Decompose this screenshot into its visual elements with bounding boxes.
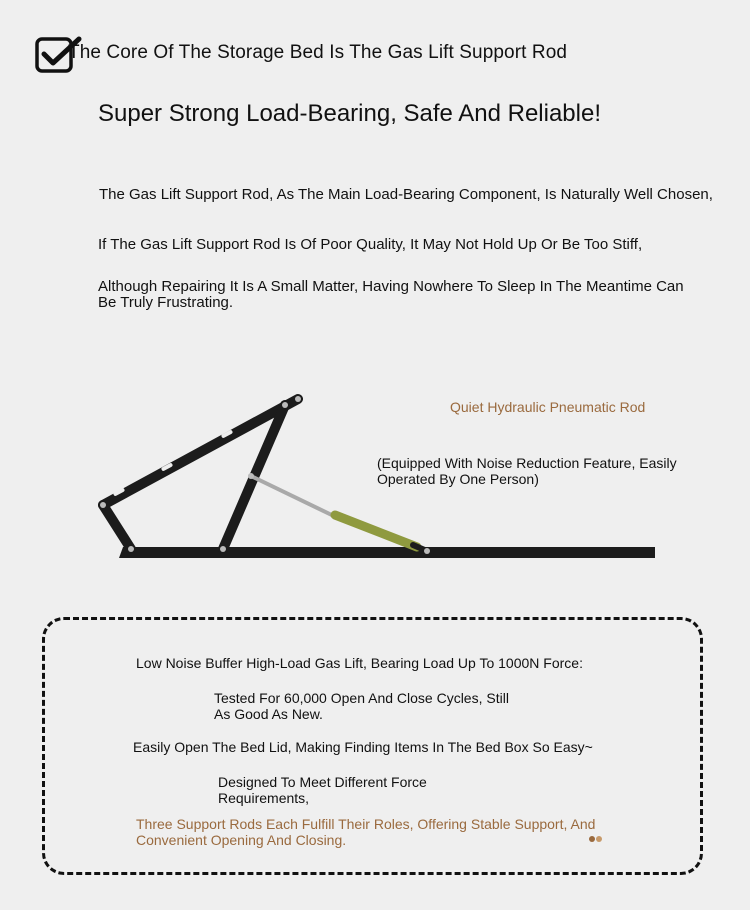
feature-item-highlight: Three Support Rods Each Fulfill Their Roles, Offering Stable Support, And Convenient Opening And Closing.: [136, 816, 596, 848]
feature-item: Designed To Meet Different Force Requirements,: [218, 774, 427, 806]
rod-label: Quiet Hydraulic Pneumatic Rod: [450, 399, 646, 415]
headline: Super Strong Load-Bearing, Safe And Reliable!: [98, 100, 602, 127]
feature-item: Easily Open The Bed Lid, Making Finding Items In The Bed Box So Easy~: [133, 739, 593, 755]
feature-item: Low Noise Buffer High-Load Gas Lift, Bearing Load Up To 1000N Force:: [136, 655, 583, 671]
intro-paragraph: If The Gas Lift Support Rod Is Of Poor Quality, It May Not Hold Up Or Be Too Stiff,: [98, 236, 643, 253]
decorative-dots-icon: [588, 835, 604, 843]
intro-paragraph: The Gas Lift Support Rod, As The Main Load-Bearing Component, Is Naturally Well Chosen,: [99, 186, 713, 203]
rod-note: (Equipped With Noise Reduction Feature, Easily Operated By One Person): [377, 455, 677, 487]
intro-paragraph: Although Repairing It Is A Small Matter, Having Nowhere To Sleep In The Meantime Can Be Truly Frustrating.: [98, 278, 684, 311]
feature-item: Tested For 60,000 Open And Close Cycles, Still As Good As New.: [214, 690, 509, 722]
page-title: The Core Of The Storage Bed Is The Gas Lift Support Rod: [68, 42, 568, 63]
